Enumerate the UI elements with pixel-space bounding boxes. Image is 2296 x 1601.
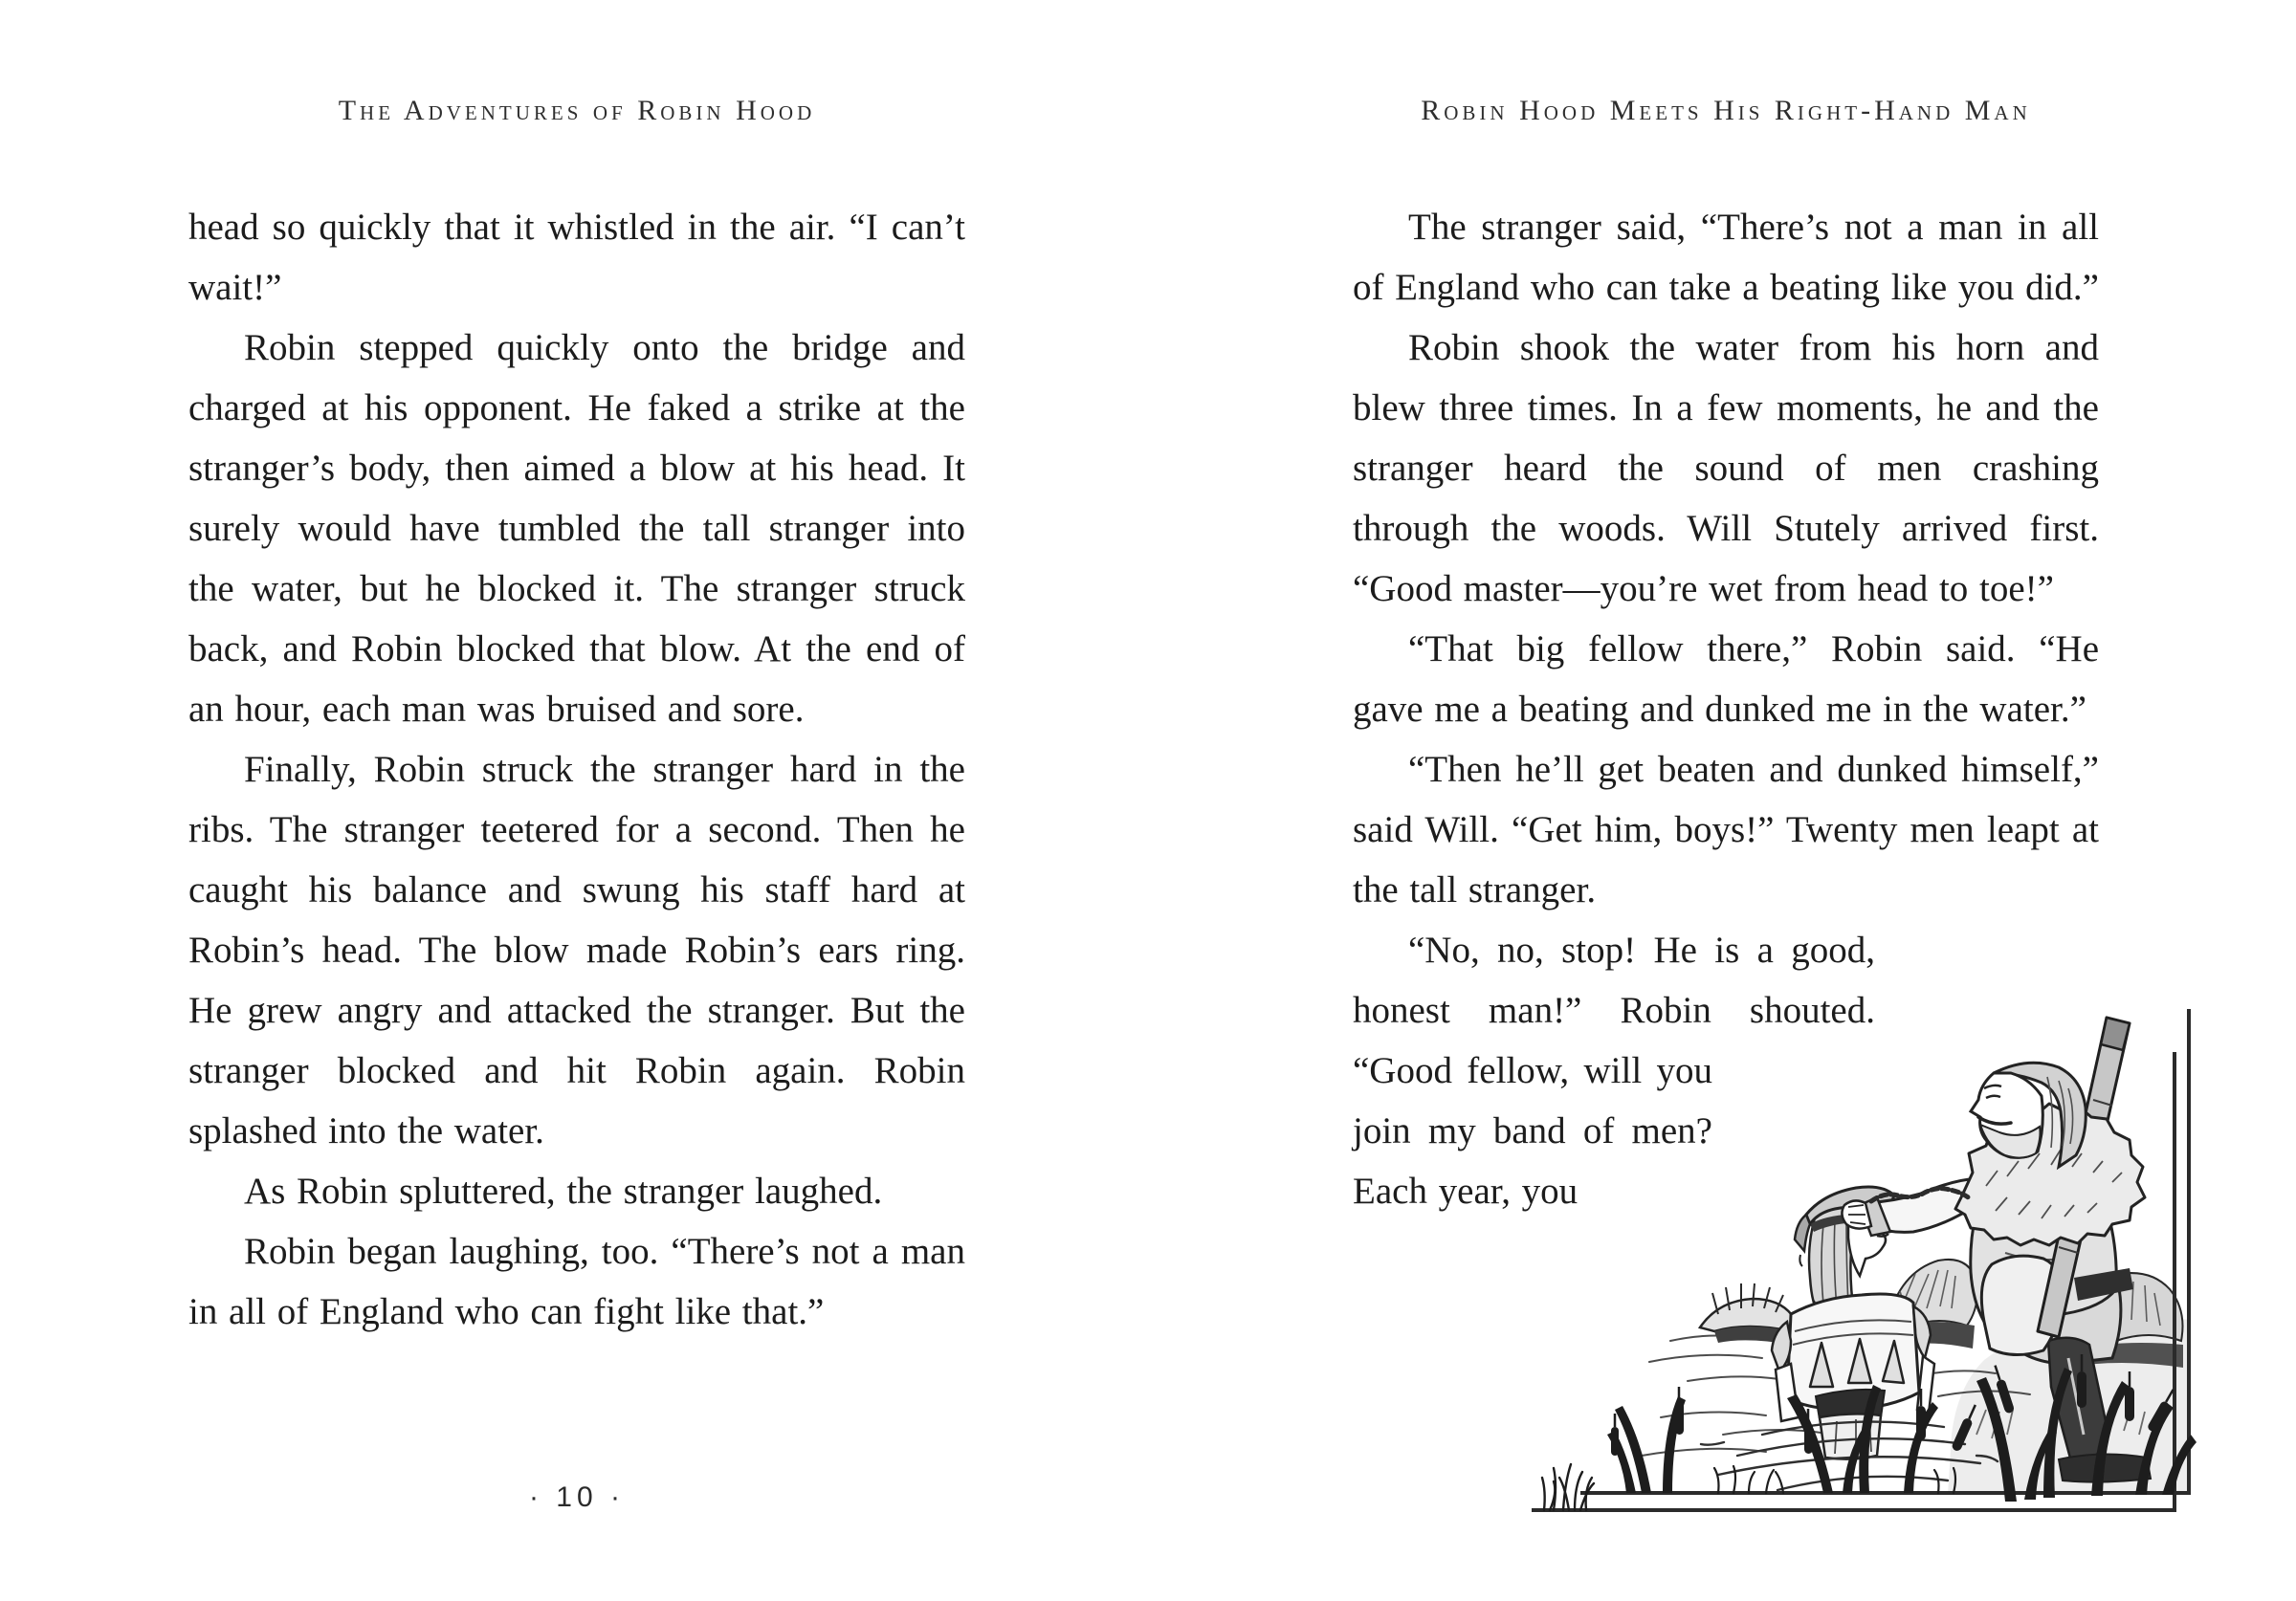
- paragraph: The stranger said, “There’s not a man in all of England who can take a beating like you did.”: [1353, 207, 2099, 308]
- right-running-head: Robin Hood Meets His Right-Hand Man: [1421, 95, 2031, 126]
- left-running-head: The Adventures of Robin Hood: [338, 95, 816, 126]
- robin-hood-illustration: [1527, 985, 2200, 1521]
- paragraph: Robin began laughing, too. “There’s not a man in all of England who can fight like that.”: [188, 1231, 965, 1332]
- paragraph: Finally, Robin struck the stranger hard in the ribs. The stranger teetered for a second. Then he caught his balance and swung his staff hard at Robin’s head. The blow made Robin’s ears ring. He grew angry and attacked the stranger. But the stranger blocked and hit Robin again. Robin splashed into the water.: [188, 749, 965, 1151]
- page-number: · 10 ·: [528, 1481, 626, 1513]
- paragraph: “That big fellow there,” Robin said. “He gave me a beating and dunked me in the water.”: [1353, 628, 2099, 730]
- paragraph: “Then he’ll get beaten and dunked himself,” said Will. “Get him, boys!” Twenty men leapt at the tall stranger.: [1353, 749, 2099, 910]
- paragraph: head so quickly that it whistled in the air. “I can’t wait!”: [188, 207, 965, 308]
- paragraph-text: “No, no, stop! He is a good, honest man!” Robin shouted. “Good fellow, will you join my band of men? Each year, you: [1353, 930, 1875, 1212]
- paragraph: Robin shook the water from his horn and blew three times. In a few moments, he and the stranger heard the sound of men crashing through the woods. Will Stutely arrived first. “Good master—you’re wet from head to toe!”: [1353, 327, 2099, 609]
- left-page-text: [188, 197, 965, 1342]
- paragraph: As Robin spluttered, the stranger laughed.: [244, 1171, 883, 1212]
- paragraph: Robin stepped quickly onto the bridge and charged at his opponent. He faked a strike at the stranger’s body, then aimed a blow at his head. It surely would have tumbled the tall stranger into the water, but he blocked it. The stranger struck back, and Robin blocked that blow. At the end of an hour, each man was bruised and sore.: [188, 327, 965, 730]
